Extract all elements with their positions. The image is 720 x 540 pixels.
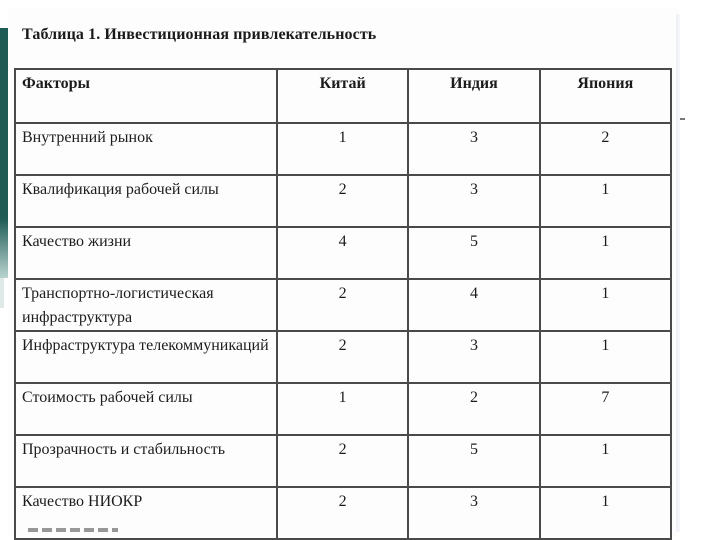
table-row [15,435,671,487]
japan-cell: 1 [540,175,671,227]
table-row [15,123,671,175]
india-cell: 3 [408,487,539,539]
india-cell: 4 [408,279,539,331]
japan-cell: 7 [540,383,671,435]
japan-cell: 1 [540,487,671,539]
china-cell: 2 [277,279,408,331]
table-row [15,279,671,331]
japan-cell: 1 [540,331,671,383]
scan-footer-artifact [28,528,118,532]
china-cell: 2 [277,331,408,383]
japan-cell: 2 [540,123,671,175]
china-cell: 1 [277,123,408,175]
factor-cell: Качество жизни [15,227,277,279]
china-cell: 2 [277,175,408,227]
table-header-row [15,69,671,123]
china-cell: 2 [277,435,408,487]
factor-cell: Инфраструктура телекоммуникаций [15,331,277,383]
india-cell: 3 [408,175,539,227]
factor-cell: Квалификация рабочей силы [15,175,277,227]
header-china: Китай [277,69,408,123]
japan-cell: 1 [540,279,671,331]
table-row [15,227,671,279]
slide-accent-tick [0,278,4,308]
table-caption: Таблица 1. Инвестиционная привлекательность [22,26,377,43]
table-row [15,175,671,227]
factor-cell: Транспортно-логистическая инфраструктура [15,279,277,331]
india-cell: 2 [408,383,539,435]
japan-cell: 1 [540,435,671,487]
factor-cell: Прозрачность и стабильность [15,435,277,487]
investment-table [14,68,672,540]
factor-cell: Стоимость рабочей силы [15,383,277,435]
india-cell: 3 [408,123,539,175]
factor-cell: Качество НИОКР [15,487,277,539]
header-factors: Факторы [15,69,277,123]
table-row [15,383,671,435]
india-cell: 5 [408,435,539,487]
india-cell: 3 [408,331,539,383]
china-cell: 4 [277,227,408,279]
table-row [15,331,671,383]
factor-cell: Внутренний рынок [15,123,277,175]
page-edge-shadow [676,14,680,532]
japan-cell: 1 [540,227,671,279]
header-india: Индия [408,69,539,123]
page-edge-mark [680,118,685,120]
china-cell: 1 [277,383,408,435]
india-cell: 5 [408,227,539,279]
header-japan: Япония [540,69,671,123]
china-cell: 2 [277,487,408,539]
